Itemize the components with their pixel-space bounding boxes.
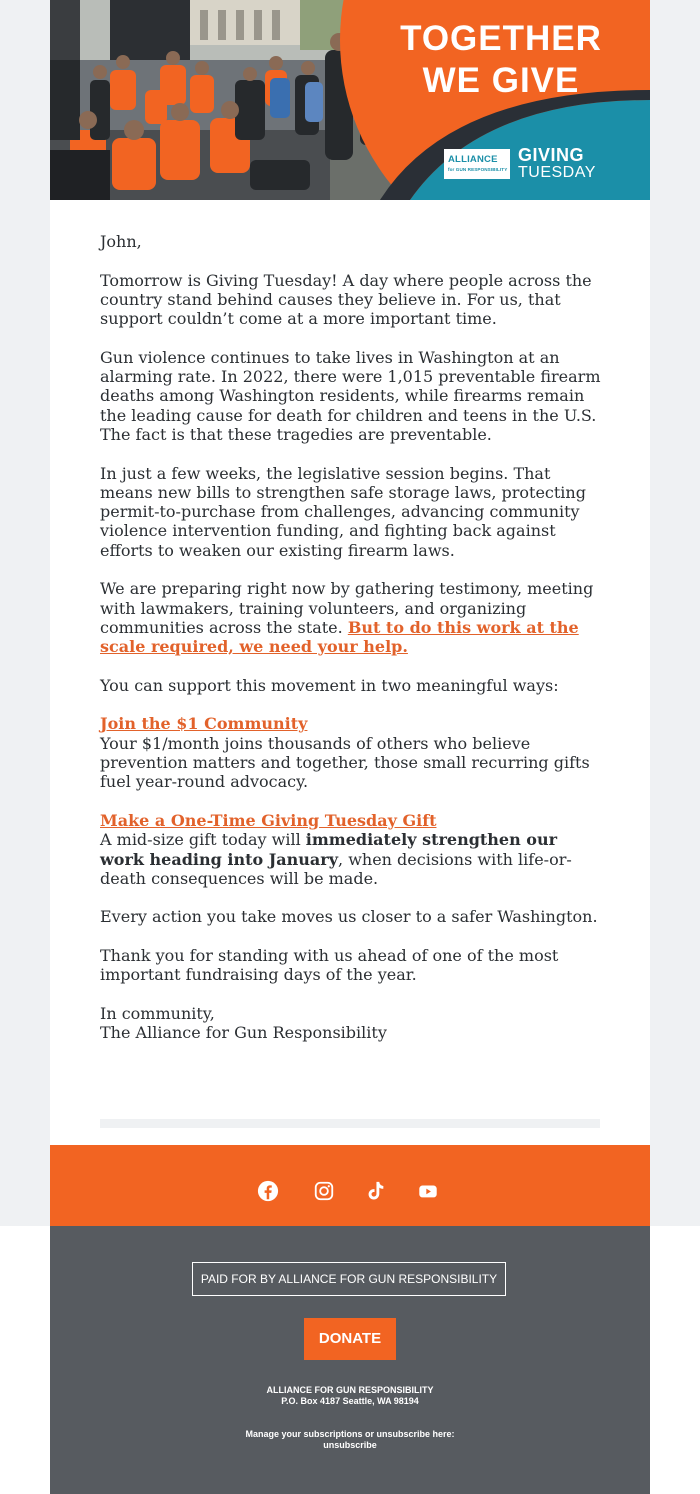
facebook-icon[interactable]	[257, 1180, 279, 1202]
signature: The Alliance for Gun Responsibility	[100, 1023, 387, 1043]
paragraph-5: You can support this movement in two meaningful ways:	[100, 675, 559, 695]
paragraph-3: In just a few weeks, the legislative session begins. That means new bills to strengthen safe storage laws, protecting permit-to-purchase from challenges, advancing community violence intervention funding, and fighting back against efforts to weaken our existing firearm laws.	[100, 463, 586, 560]
option-2-bold: immediately strengthen our work heading into January	[100, 830, 558, 869]
divider	[100, 1119, 600, 1128]
option-2-text-before: A mid-size gift today will	[100, 830, 306, 850]
giving-tuesday-line1: GIVING	[518, 145, 585, 165]
youtube-icon[interactable]	[417, 1180, 439, 1202]
option-2-text-after: , when decisions with life-or-death consequences will be made.	[100, 849, 572, 888]
instagram-icon[interactable]	[313, 1180, 335, 1202]
paragraph-6: Every action you take moves us closer to a safer Washington.	[100, 907, 598, 927]
social-bar	[50, 1145, 650, 1226]
hero-title	[386, 18, 616, 102]
footer-address: P.O. Box 4187 Seattle, WA 98194	[281, 1396, 419, 1406]
footer	[50, 1226, 650, 1494]
help-link[interactable]: But to do this work at the scale required, we need your help.	[100, 617, 579, 657]
paragraph-1: Tomorrow is Giving Tuesday! A day where people across the country stand behind causes they believe in. For us, that support couldn’t come at a more important time.	[100, 270, 592, 329]
option-1-text: Your $1/month joins thousands of others who believe prevention matters and together, those small recurring gifts fuel year-round advocacy.	[100, 733, 590, 792]
hero-banner	[50, 0, 650, 200]
footer-org-name: ALLIANCE FOR GUN RESPONSIBILITY	[266, 1385, 434, 1395]
alliance-logo-line2: for GUN RESPONSIBILITY	[448, 167, 508, 172]
logo-row	[444, 146, 604, 182]
option-2	[100, 811, 602, 888]
paid-for-disclaimer: PAID FOR BY ALLIANCE FOR GUN RESPONSIBILITY	[192, 1262, 506, 1296]
email-card	[50, 0, 650, 1494]
greeting: John,	[100, 232, 142, 251]
paragraph-4	[100, 579, 602, 656]
paragraph-7: Thank you for standing with us ahead of one of the most important fundraising days of the year.	[100, 945, 559, 985]
option-1	[100, 714, 602, 791]
manage-subscriptions-text: Manage your subscriptions or unsubscribe here:	[245, 1429, 455, 1439]
signoff-block	[100, 1004, 602, 1043]
signoff: In community,	[100, 1003, 215, 1023]
alliance-logo-line1: ALLIANCE	[448, 154, 498, 165]
paragraph-4-text: We are preparing right now by gathering testimony, meeting with lawmakers, training volunteers, and organizing communities across the state.	[100, 579, 594, 637]
hero-title-line1: TOGETHER	[400, 19, 602, 58]
hero-title-line2: WE GIVE	[422, 61, 580, 100]
donate-button[interactable]: DONATE	[304, 1318, 396, 1360]
tiktok-icon[interactable]	[365, 1180, 387, 1202]
giving-tuesday-logo	[518, 146, 596, 181]
paragraph-2: Gun violence continues to take lives in Washington at an alarming rate. In 2022, there were 1,015 preventable firearm deaths among Washington residents, while firearms remain the leading cause for death for children and teens in the U.S. The fact is that these tragedies are preventable.	[100, 347, 601, 444]
letter-body	[100, 232, 602, 1062]
giving-tuesday-line2: TUESDAY	[518, 164, 596, 181]
alliance-logo	[444, 149, 510, 179]
one-time-gift-link[interactable]: Make a One-Time Giving Tuesday Gift	[100, 810, 437, 830]
join-community-link[interactable]: Join the $1 Community	[100, 714, 308, 734]
unsubscribe-link[interactable]: unsubscribe	[323, 1440, 377, 1450]
